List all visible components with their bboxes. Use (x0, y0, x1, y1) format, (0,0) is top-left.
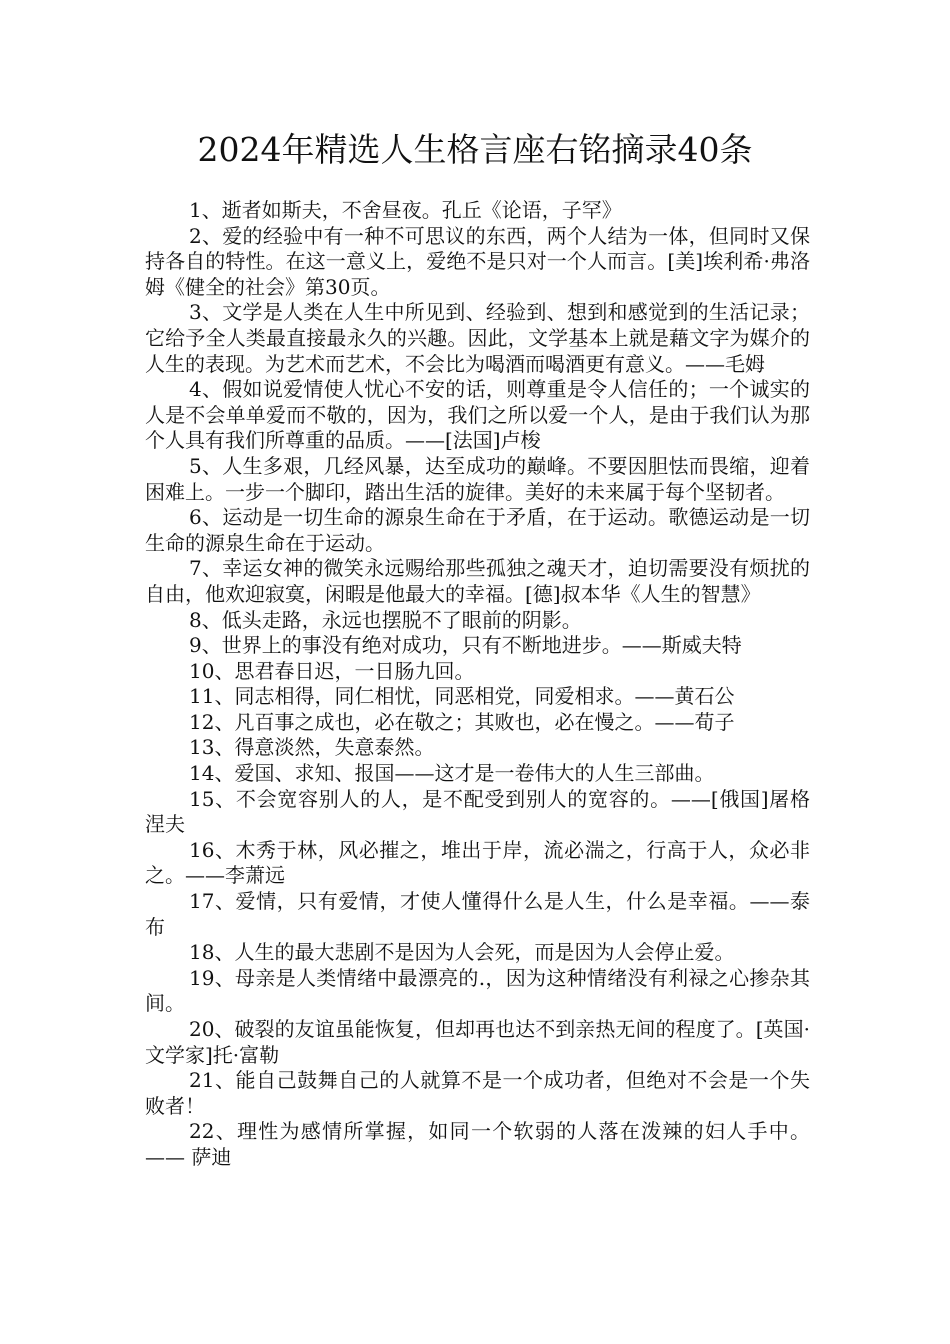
quote-paragraph: 7、幸运女神的微笑永远赐给那些孤独之魂天才，迫切需要没有烦扰的自由，他欢迎寂寞，闲暇是他最大的幸福。[德]叔本华《人生的智慧》 (145, 556, 810, 606)
quote-paragraph: 12、凡百事之成也，必在敬之；其败也，必在慢之。——荀子 (189, 709, 735, 734)
quote-paragraph: 1、逝者如斯夫，不舍昼夜。孔丘《论语，子罕》 (189, 198, 622, 222)
quote-paragraph: 19、母亲是人类情绪中最漂亮的.，因为这种情绪没有利禄之心掺杂其间。 (145, 965, 810, 1016)
quote-paragraph: 10、思君春日迟，一日肠九回。 (189, 658, 475, 683)
quote-paragraph: 17、爱情，只有爱情，才使人懂得什么是人生，什么是幸福。——泰布 (145, 889, 810, 939)
document-body (145, 198, 810, 1171)
quote-paragraph: 16、木秀于林，风必摧之，堆出于岸，流必湍之，行高于人，众必非之。——李萧远 (145, 837, 810, 888)
quote-paragraph: 22、理性为感情所掌握，如同一个软弱的人落在泼辣的妇人手中。—— 萨迪 (145, 1119, 810, 1169)
document-title: 2024年精选人生格言座右铭摘录40条 (197, 130, 753, 169)
quote-paragraph: 3、文学是人类在人生中所见到、经验到、想到和感觉到的生活记录；它给予全人类最直接最永久的兴趣。因此，文学基本上就是藉文字为媒介的人生的表现。为艺术而艺术，不会比为喝酒而喝酒更有意义。——毛姆 (145, 300, 810, 376)
quote-paragraph: 5、人生多艰，几经风暴，达至成功的巅峰。不要因胆怯而畏缩，迎着困难上。一步一个脚印，踏出生活的旋律。美好的未来属于每个坚韧者。 (145, 453, 810, 504)
quote-paragraph: 14、爱国、求知、报国——这才是一卷伟大的人生三部曲。 (189, 761, 715, 786)
quote-paragraph: 6、运动是一切生命的源泉生命在于矛盾，在于运动。歌德运动是一切生命的源泉生命在于运动。 (145, 505, 810, 555)
quote-paragraph: 21、能自己鼓舞自己的人就算不是一个成功者，但绝对不会是一个失败者！ (145, 1068, 810, 1118)
quote-paragraph: 2、爱的经验中有一种不可思议的东西，两个人结为一体，但同时又保持各自的特性。在这一意义上，爱绝不是只对一个人而言。[美]埃利希·弗洛姆《健全的社会》第30页。 (145, 223, 810, 299)
quote-paragraph: 11、同志相得，同仁相忧，同恶相党，同爱相求。——黄石公 (189, 684, 735, 709)
quote-paragraph: 20、破裂的友谊虽能恢复，但却再也达不到亲热无间的程度了。[英国·文学家]托·富勒 (145, 1017, 810, 1067)
quote-paragraph: 18、人生的最大悲剧不是因为人会死，而是因为人会停止爱。 (189, 940, 735, 965)
quote-paragraph: 13、得意淡然，失意泰然。 (189, 735, 435, 760)
quote-paragraph: 9、世界上的事没有绝对成功，只有不断地进步。——斯威夫特 (189, 633, 742, 658)
quote-paragraph: 15、不会宽容别人的人，是不配受到别人的宽容的。——[俄国]屠格涅夫 (145, 786, 810, 837)
quote-paragraph: 4、假如说爱情使人忧心不安的话，则尊重是令人信任的；一个诚实的人是不会单单爱而不敬的，因为，我们之所以爱一个人，是由于我们认为那个人具有我们所尊重的品质。——[法国]卢梭 (145, 377, 810, 453)
quote-paragraph: 8、低头走路，永远也摆脱不了眼前的阴影。 (189, 607, 582, 632)
